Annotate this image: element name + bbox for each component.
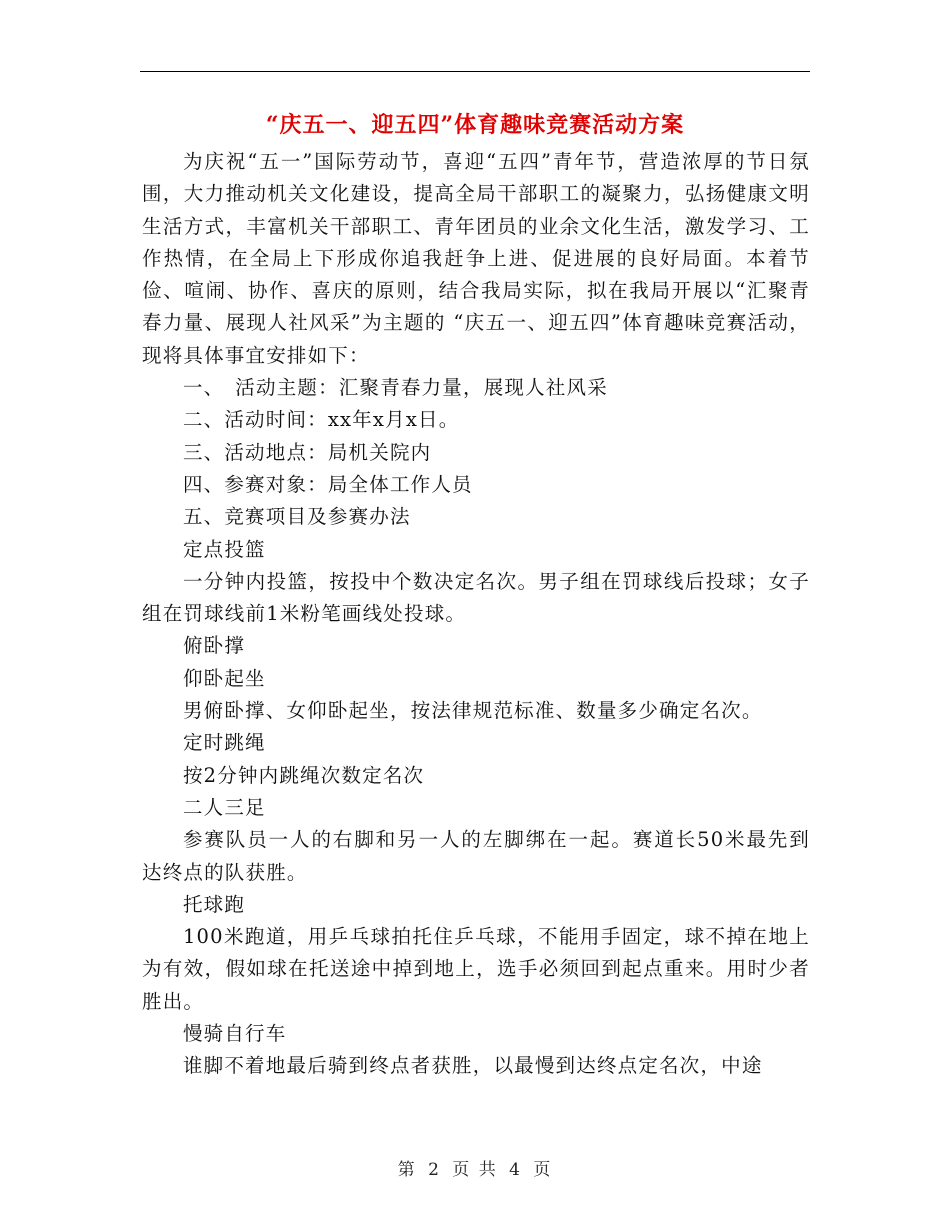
event-rules-pushups-situps: 男俯卧撑、女仰卧起坐，按法律规范标准、数量多少确定名次。 — [182, 699, 763, 723]
footer-suffix: 页 — [533, 1160, 553, 1180]
event-rules-slow-bike: 谁脚不着地最后骑到终点者获胜，以最慢到达终点定名次，中途 — [182, 1054, 763, 1078]
event-heading-ball-run: 托球跑 — [182, 892, 246, 916]
footer-prefix: 第 — [397, 1160, 417, 1180]
event-heading-shooting: 定点投篮 — [182, 537, 266, 561]
document-body — [142, 146, 810, 1083]
paragraph-location: 三、活动地点：局机关院内 — [182, 440, 432, 464]
footer-mid: 页 共 — [452, 1160, 498, 1180]
event-rules-jumprope: 按2分钟内跳绳次数定名次 — [182, 763, 425, 787]
event-heading-pushups: 俯卧撑 — [182, 634, 246, 658]
footer-total-pages: 4 — [509, 1160, 522, 1180]
event-rules-shooting: 一分钟内投篮，按投中个数决定名次。男子组在罚球线后投球；女子组在罚球线前1米粉笔画线处投球。 — [142, 569, 810, 626]
paragraph-theme: 一、 活动主题：汇聚青春力量，展现人社风采 — [182, 376, 608, 400]
header-rule — [140, 71, 810, 72]
event-rules-three-legged: 参赛队员一人的右脚和另一人的左脚绑在一起。赛道长50米最先到达终点的队获胜。 — [142, 828, 810, 884]
paragraph-intro: 为庆祝“五一”国际劳动节，喜迎“五四”青年节，营造浓厚的节日氛围，大力推动机关文化建设，提高全局干部职工的凝聚力，弘扬健康文明生活方式，丰富机关干部职工、青年团员的业余文化生活，激发学习、工作热情，在全局上下形成你追我赶争上进、促进展的良好局面。本着节俭、喧闹、协作、喜庆的原则，结合我局实际，拟在我局开展以“汇聚青春力量、展现人社风采”为主题的 “庆五一、迎五四”体育趣味竞赛活动，现将具体事宜安排如下： — [142, 150, 810, 367]
event-heading-jumprope: 定时跳绳 — [182, 731, 266, 755]
paragraph-participants: 四、参赛对象：局全体工作人员 — [182, 472, 473, 496]
paragraph-events-heading: 五、竞赛项目及参赛办法 — [182, 505, 411, 529]
event-heading-situps: 仰卧起坐 — [182, 666, 266, 690]
paragraph-time: 二、活动时间：xx年x月x日。 — [182, 408, 460, 432]
document-title: “庆五一、迎五四”体育趣味竞赛活动方案 — [265, 112, 685, 138]
footer-current-page: 2 — [428, 1160, 441, 1180]
page-footer — [0, 1155, 950, 1180]
event-heading-three-legged: 二人三足 — [182, 795, 266, 819]
event-heading-slow-bike: 慢骑自行车 — [182, 1022, 287, 1046]
event-rules-ball-run: 100米跑道，用乒乓球拍托住乒乓球，不能用手固定，球不掉在地上为有效，假如球在托送途中掉到地上，选手必须回到起点重来。用时少者胜出。 — [142, 925, 810, 1013]
